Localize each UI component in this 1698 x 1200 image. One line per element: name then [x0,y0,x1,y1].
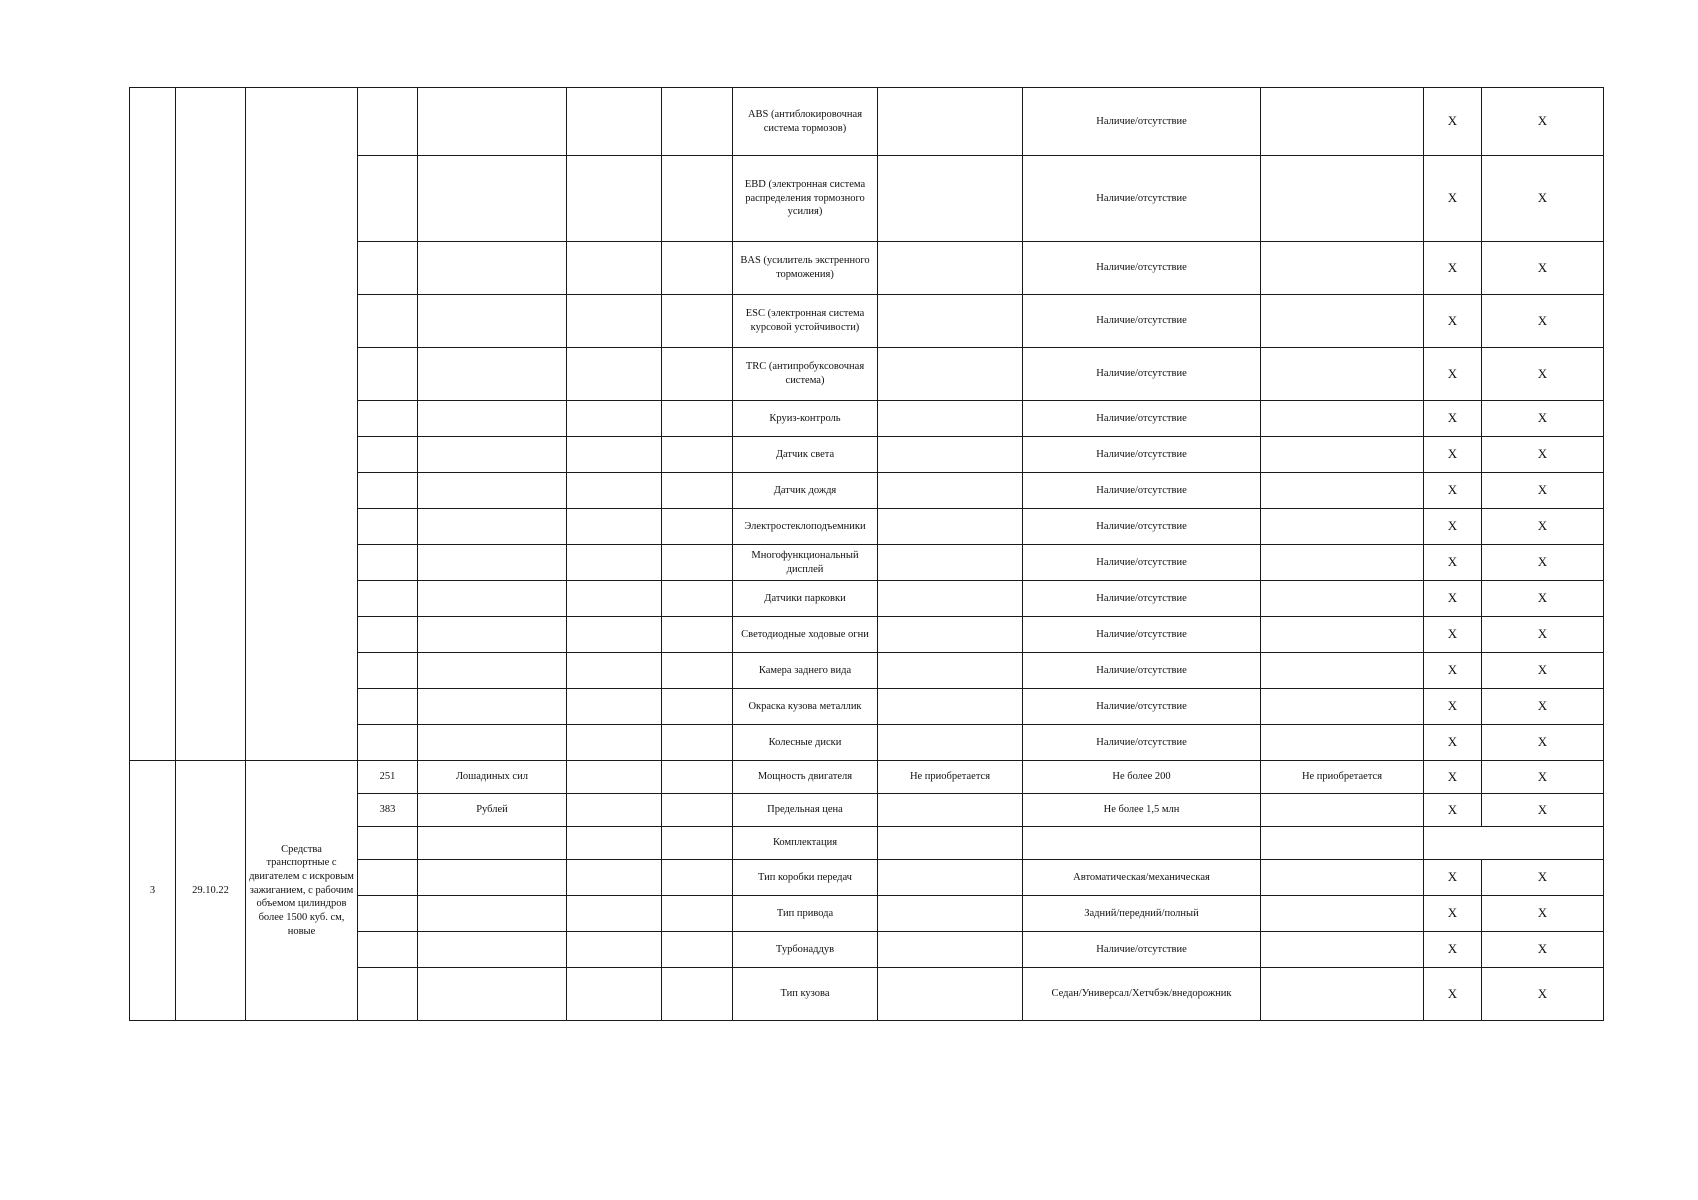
mark-cell: X [1424,617,1482,653]
empty-cell [662,860,733,896]
unit-name-cell [418,827,567,860]
empty-cell [567,725,662,761]
value-cell: Наличие/отсутствие [1023,295,1261,348]
mark-cell: X [1424,156,1482,242]
empty-cell [662,827,733,860]
note-cell [878,242,1023,295]
empty-cell [567,401,662,437]
note2-cell [1261,401,1424,437]
mark-cell: X [1482,725,1604,761]
value-cell: Наличие/отсутствие [1023,581,1261,617]
note-cell [878,968,1023,1021]
mark-cell: X [1424,509,1482,545]
unit-name-cell [418,968,567,1021]
feature-cell: Колесные диски [733,725,878,761]
mark-cell: X [1424,932,1482,968]
mark-cell: X [1482,509,1604,545]
empty-cell [567,827,662,860]
unit-code-cell: 383 [358,794,418,827]
empty-cell [567,88,662,156]
note-cell [878,896,1023,932]
empty-cell [662,473,733,509]
unit-code-cell [358,860,418,896]
value-cell: Наличие/отсутствие [1023,348,1261,401]
feature-cell: Светодиодные ходовые огни [733,617,878,653]
mark-cell: X [1424,653,1482,689]
unit-code-cell: 251 [358,761,418,794]
feature-cell: Круиз-контроль [733,401,878,437]
value-cell: Наличие/отсутствие [1023,437,1261,473]
unit-code-cell [358,348,418,401]
feature-cell: Многофункциональный дисплей [733,545,878,581]
value-cell: Наличие/отсутствие [1023,156,1261,242]
mark-cell: X [1482,88,1604,156]
unit-name-cell: Рублей [418,794,567,827]
note-cell [878,617,1023,653]
mark-cell: X [1482,545,1604,581]
mark-cell: X [1424,437,1482,473]
note2-cell [1261,437,1424,473]
note-cell [878,295,1023,348]
empty-cell [567,437,662,473]
unit-name-cell [418,295,567,348]
mark-cell: X [1482,348,1604,401]
mark-cell: X [1424,896,1482,932]
mark-cell: X [1482,968,1604,1021]
note2-cell [1261,794,1424,827]
empty-cell [662,725,733,761]
note2-cell [1261,653,1424,689]
empty-cell [567,860,662,896]
code-cell [176,88,246,761]
mark-cell: X [1482,156,1604,242]
note-cell [878,932,1023,968]
characteristics-table [129,87,1604,1021]
feature-cell: EBD (электронная система распределения тормозного усилия) [733,156,878,242]
empty-cell [662,545,733,581]
empty-cell [567,509,662,545]
feature-cell: Датчики парковки [733,581,878,617]
empty-cell [567,896,662,932]
mark-cell [1424,827,1482,860]
unit-code-cell [358,896,418,932]
empty-cell [662,896,733,932]
note-cell [878,473,1023,509]
value-cell: Не более 200 [1023,761,1261,794]
note2-cell: Не приобретается [1261,761,1424,794]
note-cell [878,725,1023,761]
empty-cell [567,348,662,401]
empty-cell [662,88,733,156]
number-cell [130,88,176,761]
unit-code-cell [358,725,418,761]
value-cell: Наличие/отсутствие [1023,932,1261,968]
feature-cell: ESC (электронная система курсовой устойчивости) [733,295,878,348]
empty-cell [662,401,733,437]
feature-cell: Электростеклоподъемники [733,509,878,545]
mark-cell: X [1424,545,1482,581]
unit-code-cell [358,689,418,725]
note-cell [878,88,1023,156]
note-cell [878,348,1023,401]
note2-cell [1261,295,1424,348]
mark-cell: X [1424,242,1482,295]
note2-cell [1261,968,1424,1021]
description-cell [246,88,358,761]
value-cell: Наличие/отсутствие [1023,473,1261,509]
feature-cell: Мощность двигателя [733,761,878,794]
note-cell: Не приобретается [878,761,1023,794]
empty-cell [662,617,733,653]
mark-cell: X [1482,242,1604,295]
mark-cell: X [1424,761,1482,794]
unit-code-cell [358,827,418,860]
mark-cell: X [1482,896,1604,932]
table-body [130,88,1604,1021]
mark-cell: X [1424,401,1482,437]
unit-name-cell [418,509,567,545]
mark-cell: X [1424,581,1482,617]
feature-cell: ABS (антиблокировочная система тормозов) [733,88,878,156]
note2-cell [1261,242,1424,295]
unit-name-cell [418,860,567,896]
note-cell [878,689,1023,725]
unit-name-cell [418,581,567,617]
note2-cell [1261,689,1424,725]
mark-cell: X [1482,473,1604,509]
unit-code-cell [358,242,418,295]
mark-cell: X [1424,295,1482,348]
feature-cell: Комплектация [733,827,878,860]
mark-cell: X [1482,295,1604,348]
mark-cell [1482,827,1604,860]
note-cell [878,860,1023,896]
note2-cell [1261,932,1424,968]
value-cell: Седан/Универсал/Хетчбэк/внедорожник [1023,968,1261,1021]
feature-cell: BAS (усилитель экстренного торможения) [733,242,878,295]
note2-cell [1261,473,1424,509]
empty-cell [567,581,662,617]
feature-cell: Датчик дождя [733,473,878,509]
mark-cell: X [1482,932,1604,968]
feature-cell: TRC (антипробуксовочная система) [733,348,878,401]
note2-cell [1261,545,1424,581]
unit-name-cell [418,88,567,156]
feature-cell: Предельная цена [733,794,878,827]
unit-code-cell [358,545,418,581]
note-cell [878,509,1023,545]
unit-name-cell [418,156,567,242]
empty-cell [662,653,733,689]
value-cell: Наличие/отсутствие [1023,545,1261,581]
note2-cell [1261,725,1424,761]
value-cell: Наличие/отсутствие [1023,88,1261,156]
group-description: Средства транспортные с двигателем с искровым зажиганием, с рабочим объемом цилиндров более 1500 куб. см, новые [246,761,358,1021]
empty-cell [567,242,662,295]
value-cell: Наличие/отсутствие [1023,725,1261,761]
feature-cell: Турбонаддув [733,932,878,968]
feature-cell: Датчик света [733,437,878,473]
note2-cell [1261,827,1424,860]
empty-cell [662,509,733,545]
unit-code-cell [358,653,418,689]
empty-cell [662,968,733,1021]
empty-cell [662,932,733,968]
value-cell: Наличие/отсутствие [1023,509,1261,545]
note2-cell [1261,896,1424,932]
unit-code-cell [358,401,418,437]
mark-cell: X [1424,860,1482,896]
note-cell [878,653,1023,689]
mark-cell: X [1482,794,1604,827]
empty-cell [662,437,733,473]
empty-cell [567,156,662,242]
mark-cell: X [1424,725,1482,761]
group-code: 29.10.22 [176,761,246,1021]
empty-cell [567,617,662,653]
note2-cell [1261,581,1424,617]
empty-cell [662,156,733,242]
note2-cell [1261,156,1424,242]
unit-code-cell [358,617,418,653]
empty-cell [567,761,662,794]
empty-cell [662,794,733,827]
note2-cell [1261,617,1424,653]
unit-code-cell [358,156,418,242]
mark-cell: X [1424,968,1482,1021]
unit-code-cell [358,88,418,156]
value-cell [1023,827,1261,860]
mark-cell: X [1424,689,1482,725]
feature-cell: Тип коробки передач [733,860,878,896]
unit-name-cell [418,617,567,653]
mark-cell: X [1424,473,1482,509]
table-row [130,761,1604,794]
empty-cell [567,689,662,725]
unit-code-cell [358,932,418,968]
note2-cell [1261,348,1424,401]
unit-name-cell [418,653,567,689]
group-number: 3 [130,761,176,1021]
feature-cell: Камера заднего вида [733,653,878,689]
note-cell [878,581,1023,617]
unit-name-cell [418,242,567,295]
unit-code-cell [358,968,418,1021]
empty-cell [567,653,662,689]
empty-cell [662,348,733,401]
note2-cell [1261,509,1424,545]
empty-cell [567,545,662,581]
mark-cell: X [1424,88,1482,156]
mark-cell: X [1482,617,1604,653]
value-cell: Наличие/отсутствие [1023,689,1261,725]
mark-cell: X [1424,794,1482,827]
note-cell [878,156,1023,242]
unit-code-cell [358,473,418,509]
empty-cell [662,242,733,295]
value-cell: Наличие/отсутствие [1023,401,1261,437]
value-cell: Наличие/отсутствие [1023,617,1261,653]
unit-name-cell [418,896,567,932]
value-cell: Задний/передний/полный [1023,896,1261,932]
empty-cell [567,473,662,509]
empty-cell [567,932,662,968]
unit-name-cell [418,545,567,581]
feature-cell: Тип привода [733,896,878,932]
note-cell [878,437,1023,473]
note-cell [878,827,1023,860]
note2-cell [1261,88,1424,156]
unit-name-cell [418,932,567,968]
mark-cell: X [1424,348,1482,401]
empty-cell [662,581,733,617]
empty-cell [662,689,733,725]
empty-cell [567,968,662,1021]
unit-name-cell [418,348,567,401]
mark-cell: X [1482,860,1604,896]
feature-cell: Окраска кузова металлик [733,689,878,725]
unit-name-cell [418,689,567,725]
unit-name-cell [418,437,567,473]
mark-cell: X [1482,653,1604,689]
unit-code-cell [358,581,418,617]
mark-cell: X [1482,761,1604,794]
note-cell [878,545,1023,581]
unit-code-cell [358,509,418,545]
value-cell: Наличие/отсутствие [1023,653,1261,689]
value-cell: Не более 1,5 млн [1023,794,1261,827]
empty-cell [662,761,733,794]
empty-cell [567,295,662,348]
note2-cell [1261,860,1424,896]
unit-name-cell [418,473,567,509]
mark-cell: X [1482,581,1604,617]
unit-name-cell: Лошадиных сил [418,761,567,794]
unit-code-cell [358,437,418,473]
mark-cell: X [1482,401,1604,437]
mark-cell: X [1482,689,1604,725]
note-cell [878,401,1023,437]
unit-name-cell [418,725,567,761]
empty-cell [567,794,662,827]
mark-cell: X [1482,437,1604,473]
empty-cell [662,295,733,348]
note-cell [878,794,1023,827]
feature-cell: Тип кузова [733,968,878,1021]
unit-name-cell [418,401,567,437]
value-cell: Наличие/отсутствие [1023,242,1261,295]
specification-sheet [129,87,1603,1021]
value-cell: Автоматическая/механическая [1023,860,1261,896]
table-row [130,88,1604,156]
unit-code-cell [358,295,418,348]
